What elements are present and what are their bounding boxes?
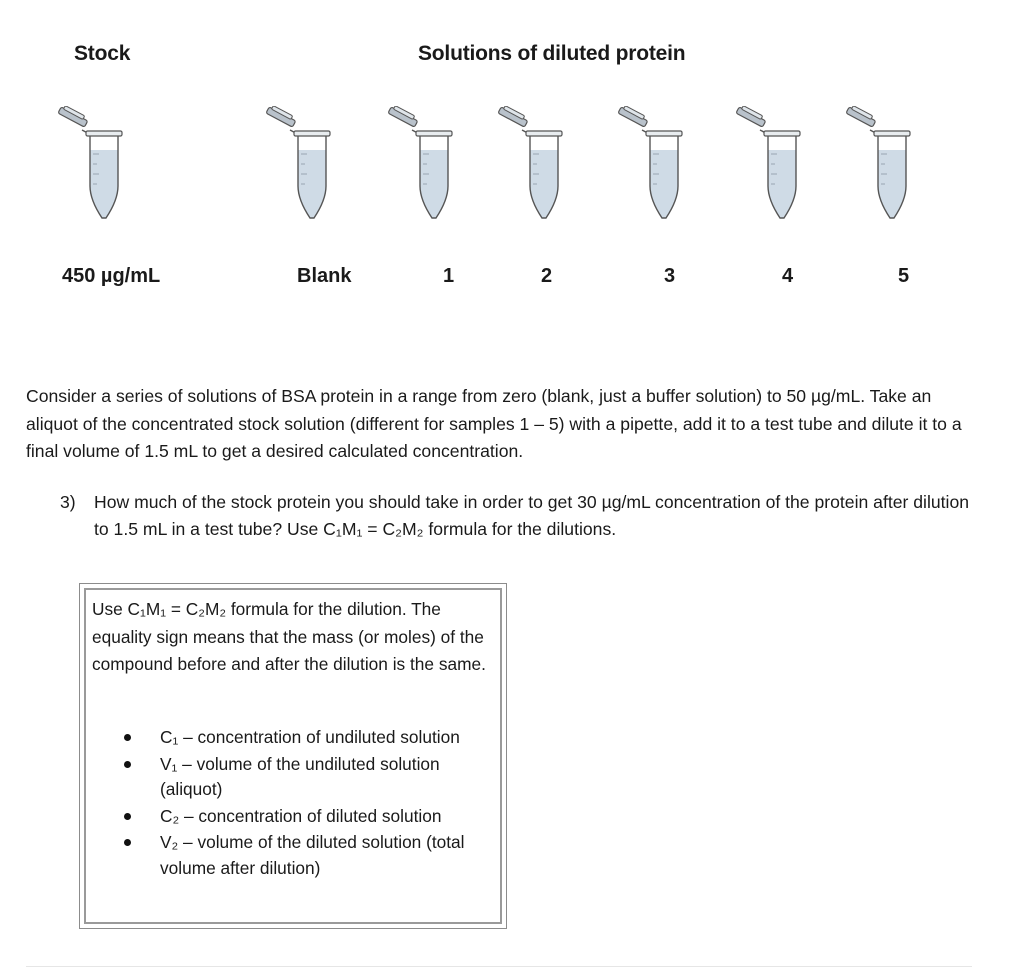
list-item xyxy=(80,725,490,751)
tube-blank xyxy=(260,106,340,226)
tube-icon xyxy=(840,106,920,226)
tube-2 xyxy=(492,106,572,226)
tube-label-stock: 450 µg/mL xyxy=(62,265,161,287)
tube-icon xyxy=(260,106,340,226)
question-number: 3) xyxy=(60,492,76,512)
bullet-text: V₁ – volume of the undiluted solution (aliquot) xyxy=(160,753,440,799)
tube-icon xyxy=(492,106,572,226)
list-item xyxy=(80,830,490,881)
tube-icon xyxy=(382,106,462,226)
tube-label-5: 5 xyxy=(898,265,910,287)
tube-1 xyxy=(382,106,462,226)
bullet-text: V₂ – volume of the diluted solution (total volume after dilution) xyxy=(160,832,465,878)
bullet-icon xyxy=(124,839,131,846)
bullet-icon xyxy=(124,734,131,741)
tube-icon xyxy=(730,106,810,226)
tube-icon xyxy=(612,106,692,226)
tube-3 xyxy=(612,106,692,226)
list-item xyxy=(80,804,490,830)
tube-5 xyxy=(840,106,920,226)
tube-4 xyxy=(730,106,810,226)
hint-box xyxy=(79,583,507,929)
tube-label-4: 4 xyxy=(782,265,794,287)
bullet-icon xyxy=(124,761,131,768)
bullet-icon xyxy=(124,813,131,820)
intro-paragraph: Consider a series of solutions of BSA protein in a range from zero (blank, just a buffer solution) to 50 µg/mL. Take an aliquot of the concentrated stock solution (different for samples 1 – 5) with a pipette, add it to a test tube and dilute it to a final volume of 1.5 mL to get a desired calculated concentration. xyxy=(26,386,962,461)
stock-header: Stock xyxy=(74,42,131,65)
bullet-text: C₂ – concentration of diluted solution xyxy=(160,805,442,826)
list-item xyxy=(80,752,490,803)
tube-label-1: 1 xyxy=(443,265,455,287)
tube-label-3: 3 xyxy=(664,265,676,287)
tube-label-blank: Blank xyxy=(297,265,352,287)
tube-icon xyxy=(52,106,132,226)
hint-bullet-list xyxy=(80,725,500,882)
hint-box-intro: Use C₁M₁ = C₂M₂ formula for the dilution. The equality sign means that the mass (or moles) of the compound before and after the dilution is the same. xyxy=(92,599,486,674)
tube-label-2: 2 xyxy=(541,265,553,287)
tube-stock xyxy=(52,106,132,226)
page-divider xyxy=(26,966,972,967)
bullet-text: C₁ – concentration of undiluted solution xyxy=(160,727,460,747)
solutions-header: Solutions of diluted protein xyxy=(418,42,686,65)
question-text: How much of the stock protein you should take in order to get 30 µg/mL concentration of the protein after dilution to 1.5 mL in a test tube? Use C₁M₁ = C₂M₂ formula for the dilutions. xyxy=(94,492,970,539)
